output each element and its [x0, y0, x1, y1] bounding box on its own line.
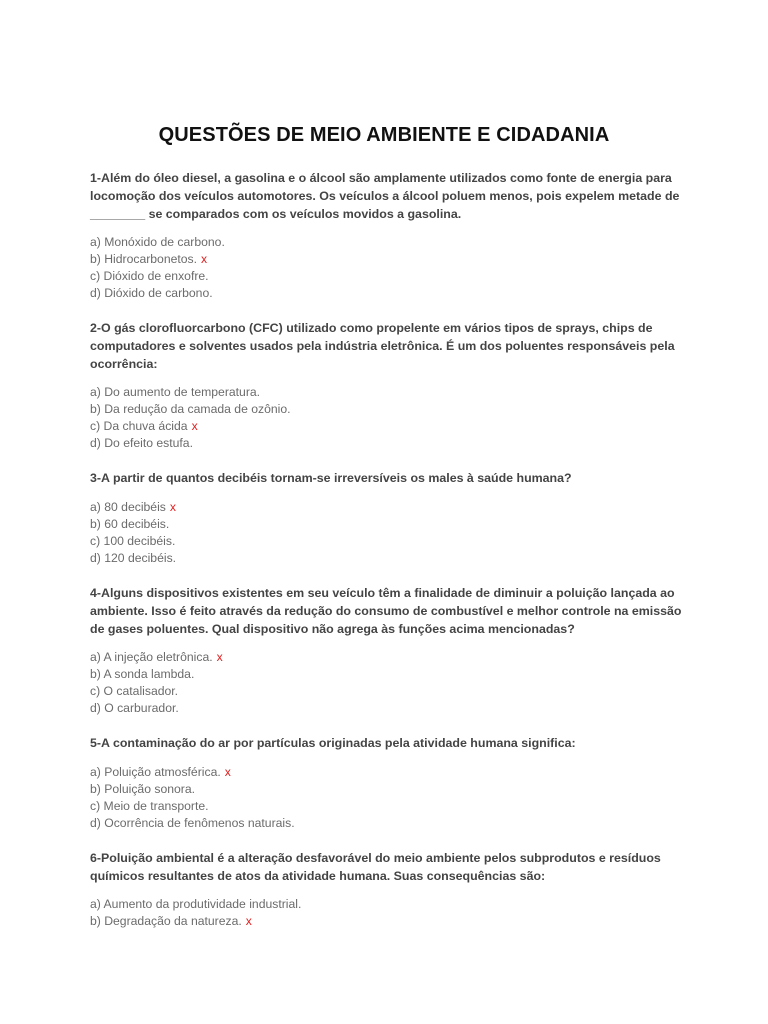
option-item — [90, 516, 690, 533]
option-text: a) A injeção eletrônica. — [90, 650, 213, 664]
option-item — [90, 401, 690, 418]
question-5-text: 5-A contaminação do ar por partículas originadas pela atividade humana significa: — [90, 736, 576, 750]
answer-mark: x — [224, 765, 231, 779]
option-text: b) Degradação da natureza. — [90, 914, 242, 928]
question-6-text: 6-Poluição ambiental é a alteração desfavorável do meio ambiente pelos subprodutos e resíduos químicos resultantes de atos da atividade humana. Suas consequências são: — [90, 851, 661, 883]
option-item — [90, 418, 690, 435]
option-text: a) 80 decibéis — [90, 500, 166, 514]
option-item — [90, 764, 690, 781]
option-text: b) A sonda lambda. — [90, 667, 195, 681]
option-item — [90, 683, 690, 700]
option-text: d) O carburador. — [90, 701, 179, 715]
question-3-text: 3-A partir de quantos decibéis tornam-se irreversíveis os males à saúde humana? — [90, 471, 572, 485]
option-text: c) 100 decibéis. — [90, 534, 176, 548]
option-text: a) Do aumento de temperatura. — [90, 385, 261, 399]
option-item — [90, 649, 690, 666]
question-2-options — [90, 384, 690, 452]
answer-mark: x — [201, 252, 208, 266]
question-2-text: 2-O gás clorofluorcarbono (CFC) utilizado como propelente em vários tipos de sprays, chips de computadores e solventes usados pela indústria eletrônica. É um dos poluentes responsáveis pela ocorrência: — [90, 321, 675, 371]
question-4-options — [90, 649, 690, 717]
option-text: b) Poluição sonora. — [90, 782, 196, 796]
answer-mark: x — [169, 500, 176, 514]
option-text: b) 60 decibéis. — [90, 517, 170, 531]
option-item — [90, 913, 690, 930]
option-text: b) Da redução da camada de ozônio. — [90, 402, 291, 416]
option-item — [90, 550, 690, 567]
question-6-options — [90, 896, 690, 930]
option-text: c) Da chuva ácida — [90, 419, 188, 433]
option-text: c) Dióxido de enxofre. — [90, 269, 209, 283]
option-text: d) Ocorrência de fenômenos naturais. — [90, 816, 295, 830]
option-item — [90, 435, 690, 452]
option-text: c) Meio de transporte. — [90, 799, 209, 813]
option-item — [90, 384, 690, 401]
option-text: d) Do efeito estufa. — [90, 436, 193, 450]
question-1-options — [90, 234, 690, 302]
option-item — [90, 815, 690, 832]
option-item — [90, 700, 690, 717]
option-item — [90, 268, 690, 285]
option-item — [90, 285, 690, 302]
question-5-options — [90, 764, 690, 832]
question-1-text: 1-Além do óleo diesel, a gasolina e o álcool são amplamente utilizados como fonte de energia para locomoção dos veículos automotores. Os veículos a álcool poluem menos, pois expelem metade de ________ se comparados com os veículos movidos a gasolina. — [90, 171, 680, 221]
answer-mark: x — [191, 419, 198, 433]
answer-mark: x — [245, 914, 252, 928]
option-text: c) O catalisador. — [90, 684, 179, 698]
option-text: b) Hidrocarbonetos. — [90, 252, 198, 266]
option-text: a) Aumento da produtividade industrial. — [90, 897, 302, 911]
option-text: d) Dióxido de carbono. — [90, 286, 213, 300]
option-item — [90, 251, 690, 268]
option-item — [90, 533, 690, 550]
answer-mark: x — [216, 650, 223, 664]
option-item — [90, 896, 690, 913]
option-item — [90, 798, 690, 815]
option-item — [90, 234, 690, 251]
option-item — [90, 666, 690, 683]
option-text: a) Poluição atmosférica. — [90, 765, 221, 779]
option-item — [90, 499, 690, 516]
question-3-options — [90, 499, 690, 567]
option-item — [90, 781, 690, 798]
option-text: a) Monóxido de carbono. — [90, 235, 225, 249]
page-title: QUESTÕES DE MEIO AMBIENTE E CIDADANIA — [158, 124, 610, 146]
question-4-text: 4-Alguns dispositivos existentes em seu veículo têm a finalidade de diminuir a poluição lançada ao ambiente. Isso é feito através da redução do consumo de combustível e melhor controle na emissão de gases poluentes. Qual dispositivo não agrega às funções acima mencionadas? — [90, 586, 682, 636]
option-text: d) 120 decibéis. — [90, 551, 177, 565]
